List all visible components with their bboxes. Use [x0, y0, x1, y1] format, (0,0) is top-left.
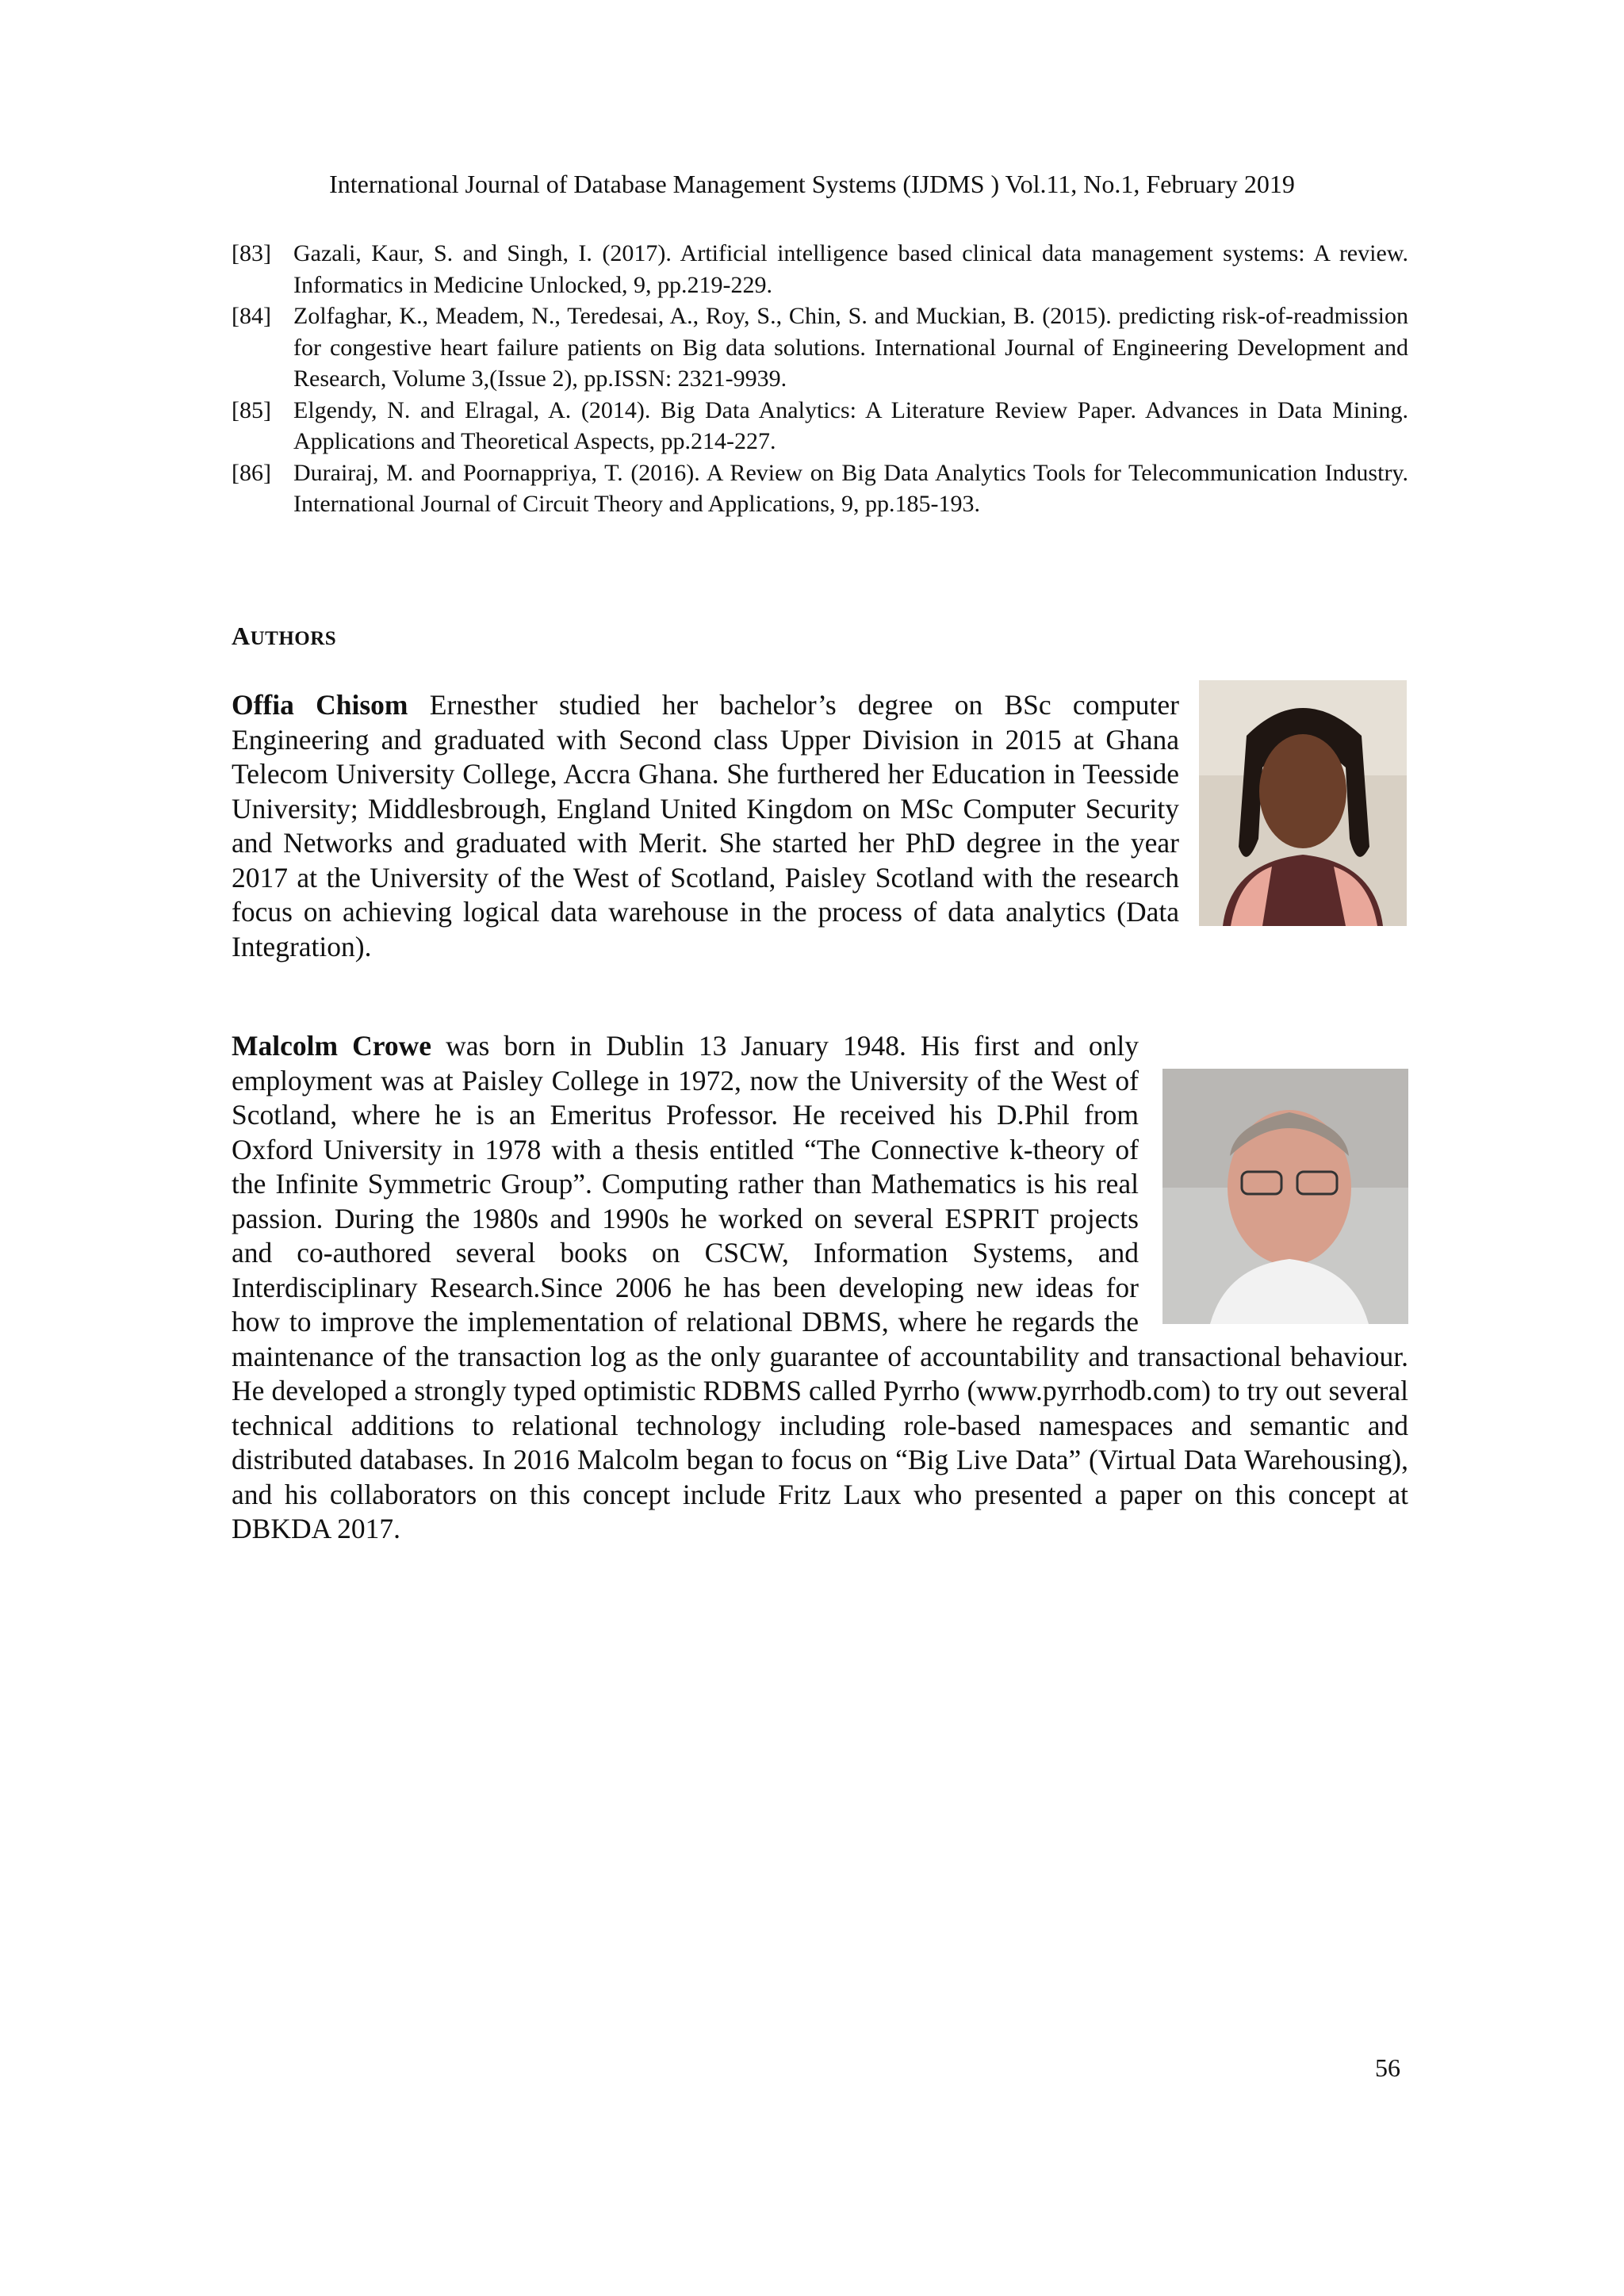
author-bio-offia [232, 688, 1179, 964]
author-bio-malcolm [232, 1029, 1408, 1547]
author-bio-text: Ernesther studied her bachelor’s degree on BSc computer Engineering and graduated with Second class Upper Division in 2015 at Ghana Telecom University College, Accra Ghana. She furthered her Education in Teesside University; Middlesbrough, England United Kingdom on MSc Computer Security and Networks and graduated with Merit. She started her PhD degree in the year 2017 at the University of the West of Scotland, Paisley Scotland with the research focus on achieving logical data warehouse in the process of data analytics (Data Integration). [232, 689, 1179, 962]
reference-number: [86] [232, 459, 271, 486]
author-name: Offia Chisom [232, 689, 408, 721]
authors-heading [232, 622, 336, 651]
authors-heading-initial: A [232, 622, 251, 650]
author-photo-malcolm [1162, 1069, 1408, 1324]
reference-text: Durairaj, M. and Poornappriya, T. (2016). A Review on Big Data Analytics Tools for Telecommunication Industry. International Journal of Circuit Theory and Applications, 9, pp.185-193. [293, 459, 1408, 517]
reference-number: [84] [232, 303, 271, 329]
reference-number: [85] [232, 396, 271, 423]
reference-item [232, 300, 1408, 395]
page-number: 56 [1375, 2053, 1400, 2082]
author-name: Malcolm Crowe [232, 1030, 432, 1062]
reference-item [232, 395, 1408, 457]
running-header: International Journal of Database Management Systems (IJDMS ) Vol.11, No.1, February 2019 [329, 170, 1295, 198]
reference-item [232, 457, 1408, 520]
author-bio-text: was born in Dublin 13 January 1948. His first and only employment was at Paisley College in 1972, now the University of the West of Scotland, where he is an Emeritus Professor. He received his D.Phil from Oxford University in 1978 with a thesis entitled “The Connective k-theory of the Infinite Symmetric Group”. Computing rather than Mathematics is his real passion. During the 1980s and 1990s he worked on several ESPRIT projects and co-authored several books on CSCW, Information Systems, and Interdisciplinary Research.Since 2006 he has been developing new ideas for how to improve the implementation of relational DBMS, where he regards the maintenance of the transaction log as the only guarantee of accountability and transactional behaviour. He developed a strongly typed optimistic RDBMS called Pyrrho (www.pyrrhodb.com) to try out several technical additions to relational technology including role-based namespaces and semantic and distributed databases. In 2016 Malcolm began to focus on “Big Live Data” (Virtual Data Warehousing), and his collaborators on this concept include Fritz Laux who presented a paper on this concept at DBKDA 2017. [232, 1030, 1408, 1544]
reference-text: Gazali, Kaur, S. and Singh, I. (2017). Artificial intelligence based clinical data management systems: A review. Informatics in Medicine Unlocked, 9, pp.219-229. [293, 240, 1408, 298]
authors-heading-rest: UTHORS [250, 628, 337, 649]
author-photo-offia [1199, 680, 1407, 926]
reference-list [232, 238, 1408, 520]
reference-text: Elgendy, N. and Elragal, A. (2014). Big Data Analytics: A Literature Review Paper. Advances in Data Mining. Applications and Theoretical Aspects, pp.214-227. [293, 396, 1408, 454]
reference-number: [83] [232, 240, 271, 266]
reference-item [232, 238, 1408, 300]
reference-text: Zolfaghar, K., Meadem, N., Teredesai, A., Roy, S., Chin, S. and Muckian, B. (2015). predicting risk-of-readmission for congestive heart failure patients on Big data solutions. International Journal of Engineering Development and Research, Volume 3,(Issue 2), pp.ISSN: 2321-9939. [293, 303, 1408, 392]
